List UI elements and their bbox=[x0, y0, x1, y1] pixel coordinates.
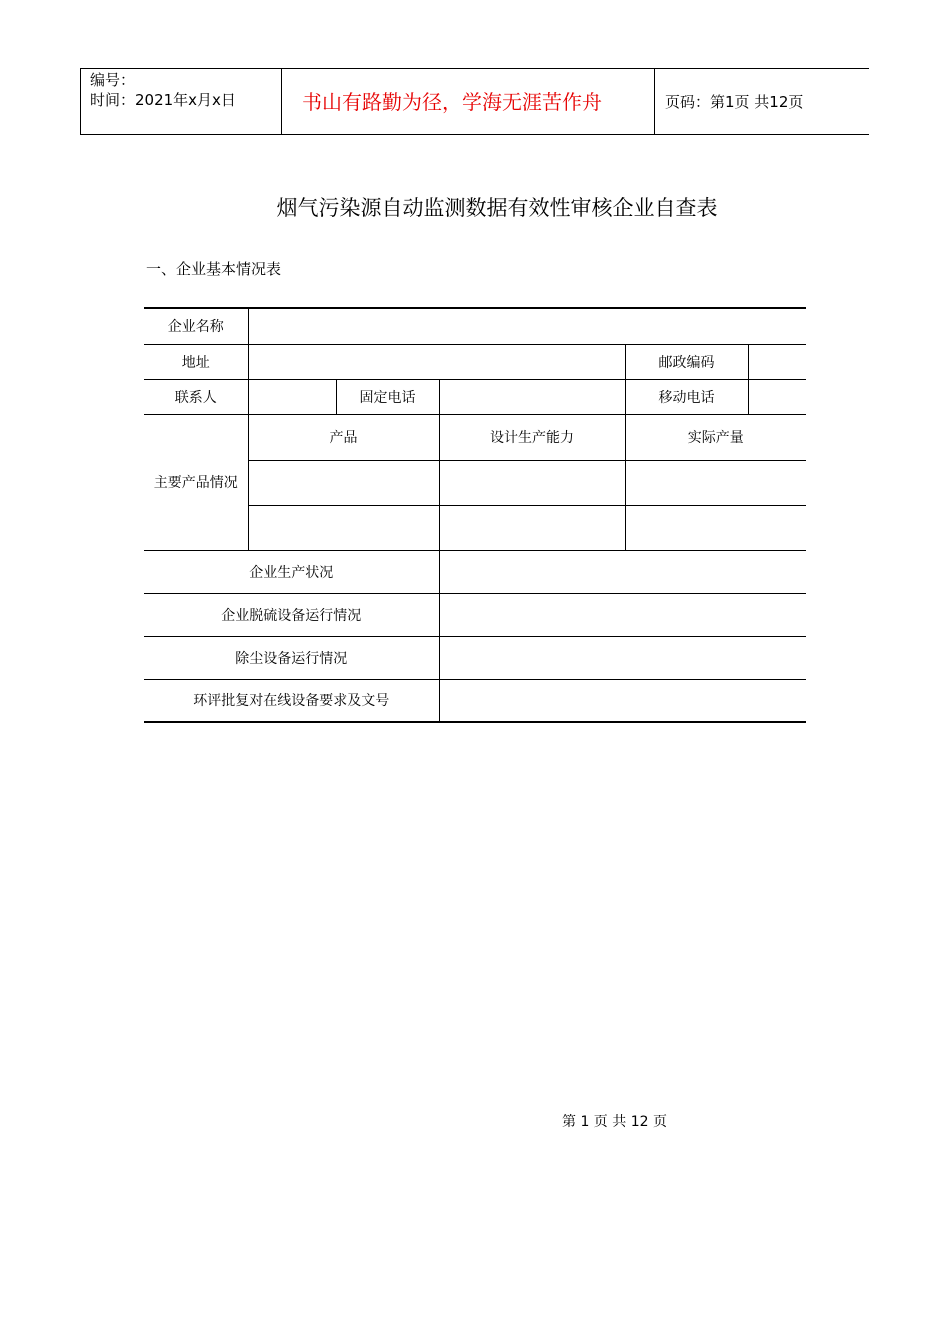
main-products-label: 主要产品情况 bbox=[144, 414, 248, 550]
actual-output-header: 实际产量 bbox=[625, 414, 806, 460]
table-row bbox=[144, 344, 806, 379]
table-row bbox=[144, 308, 806, 344]
header-middle-cell bbox=[282, 69, 655, 134]
mobile-label: 移动电话 bbox=[625, 379, 748, 414]
table-row bbox=[144, 636, 806, 679]
mobile-value bbox=[748, 379, 806, 414]
postal-code-value bbox=[748, 344, 806, 379]
company-info-table bbox=[144, 307, 806, 723]
actual-output-cell bbox=[625, 460, 806, 505]
motto: 书山有路勤为径，学海无涯苦作舟 bbox=[302, 90, 602, 114]
header-page-info: 页码：第1页 共12页 bbox=[665, 93, 804, 111]
contact-label: 联系人 bbox=[144, 379, 248, 414]
table-row bbox=[144, 550, 806, 593]
table-row bbox=[144, 593, 806, 636]
product-cell bbox=[248, 505, 439, 550]
desulfurization-label: 企业脱硫设备运行情况 bbox=[144, 593, 439, 636]
company-name-label: 企业名称 bbox=[144, 308, 248, 344]
table-row bbox=[144, 379, 806, 414]
address-label: 地址 bbox=[144, 344, 248, 379]
design-capacity-header: 设计生产能力 bbox=[439, 414, 625, 460]
production-status-value bbox=[439, 550, 806, 593]
product-cell bbox=[248, 460, 439, 505]
desulfurization-value bbox=[439, 593, 806, 636]
eia-approval-label: 环评批复对在线设备要求及文号 bbox=[144, 679, 439, 722]
dust-removal-value bbox=[439, 636, 806, 679]
eia-approval-value bbox=[439, 679, 806, 722]
header-right-cell bbox=[655, 69, 870, 134]
company-name-value bbox=[248, 308, 806, 344]
dust-removal-label: 除尘设备运行情况 bbox=[144, 636, 439, 679]
section-title: 一、企业基本情况表 bbox=[146, 260, 282, 278]
header-left-cell bbox=[81, 69, 282, 134]
footer-page-number: 第 1 页 共 12 页 bbox=[562, 1114, 667, 1130]
product-header: 产品 bbox=[248, 414, 439, 460]
postal-code-label: 邮政编码 bbox=[625, 344, 748, 379]
production-status-label: 企业生产状况 bbox=[144, 550, 439, 593]
document-title: 烟气污染源自动监测数据有效性审核企业自查表 bbox=[276, 196, 718, 220]
design-capacity-cell bbox=[439, 460, 625, 505]
header-box bbox=[80, 68, 869, 135]
landline-value bbox=[439, 379, 625, 414]
landline-label: 固定电话 bbox=[336, 379, 439, 414]
address-value bbox=[248, 344, 625, 379]
date-line: 时间：2021年x月x日 bbox=[90, 91, 236, 109]
table-row bbox=[144, 414, 806, 460]
number-label: 编号： bbox=[90, 71, 136, 89]
contact-value bbox=[248, 379, 336, 414]
table-row bbox=[144, 679, 806, 722]
design-capacity-cell bbox=[439, 505, 625, 550]
actual-output-cell bbox=[625, 505, 806, 550]
